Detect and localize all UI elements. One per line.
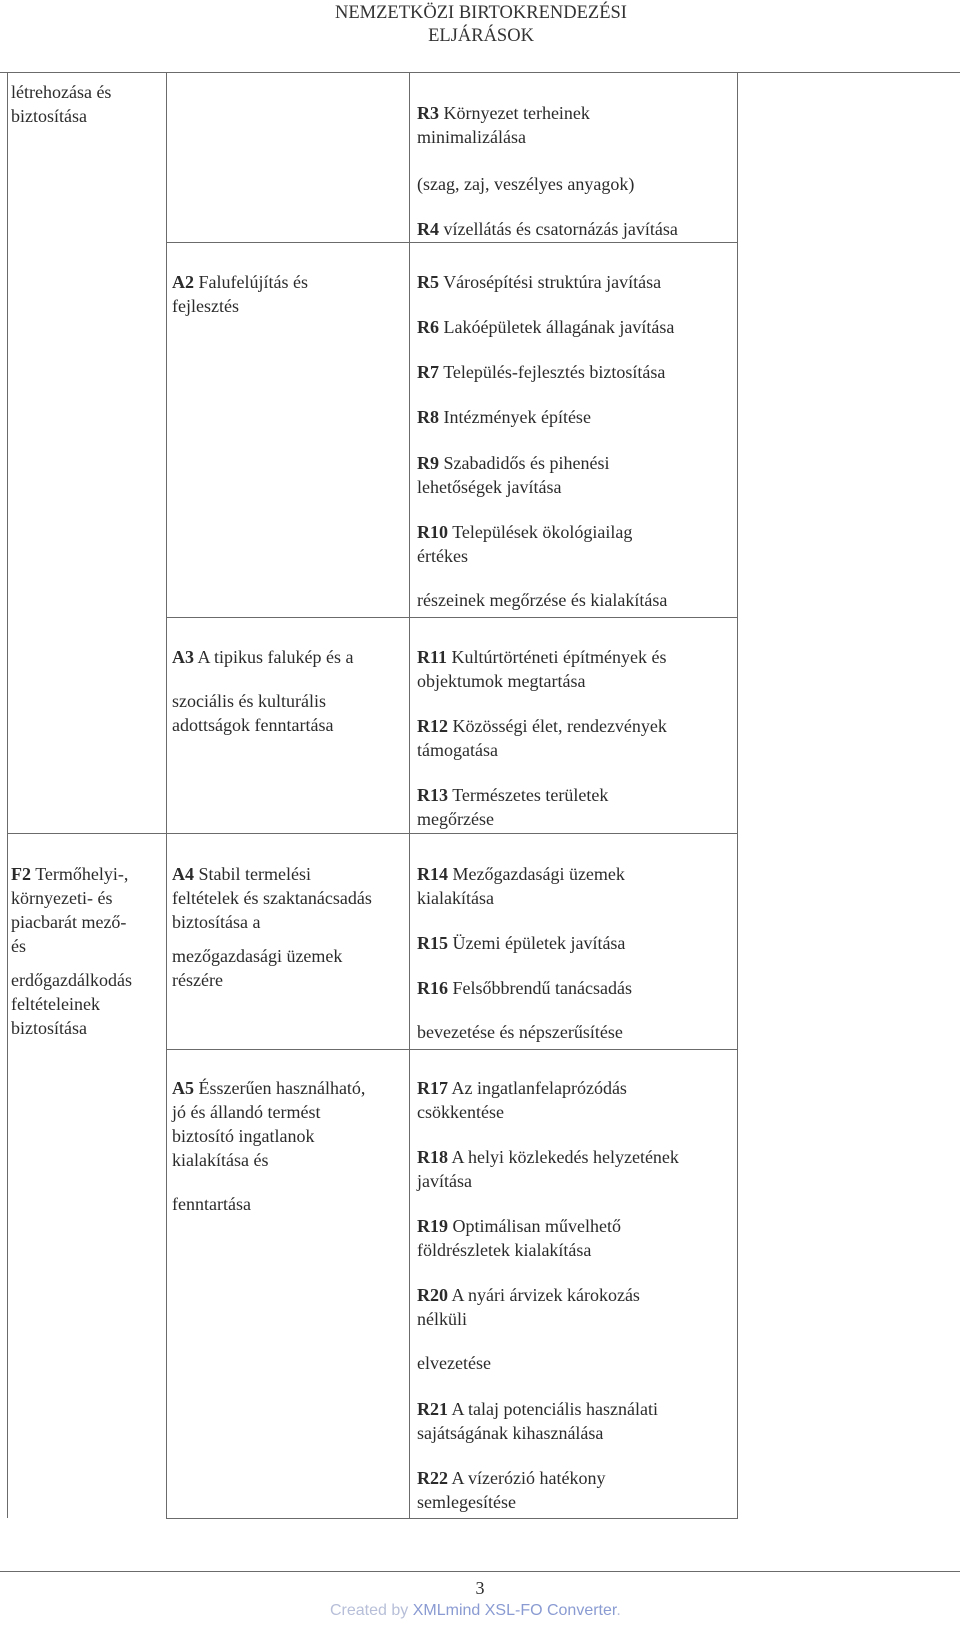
measure-r13 [417,783,608,831]
a5-line4: kialakítása és [172,1150,269,1170]
r21-line2: sajátságának kihasználása [417,1423,604,1443]
r17-line1: Az ingatlanfelaprózódás [451,1078,627,1098]
measure-r18 [417,1145,679,1193]
credit-brand: XMLmind XSL-FO Converter [412,1602,617,1619]
action-cell-a2 [172,270,308,318]
table-left-border [7,72,8,1518]
a5-line3: biztosító ingatlanok [172,1126,315,1146]
table-bottom-border [166,1518,738,1519]
r4-line1: vízellátás és csatornázás javítása [443,219,678,239]
table-right-border [737,72,738,1518]
measure-r4 [417,217,678,241]
a4-line5: részére [172,970,223,990]
r11-code: R11 [417,647,448,667]
a3-code: A3 [172,647,194,667]
measure-r3 [417,101,590,149]
measure-r3-note: (szag, zaj, veszélyes anyagok) [417,174,635,194]
r21-line1: A talaj potenciális használati [451,1399,658,1419]
r6-line1: Lakóépületek állagának javítása [443,317,675,337]
r19-code: R19 [417,1216,448,1236]
r15-code: R15 [417,933,448,953]
measure-r10 [417,520,667,612]
f2-line3: piacbarát mező- [11,912,127,932]
measure-r21 [417,1397,658,1445]
r7-code: R7 [417,362,439,382]
a4-line2: feltételek és szaktanácsadás [172,888,372,908]
a4-line1: Stabil termelési [198,864,311,884]
r13-code: R13 [417,785,448,805]
r12-code: R12 [417,716,448,736]
a3-line2: szociális és kulturális [172,691,326,711]
measure-r15 [417,931,625,955]
r13-line1: Természetes területek [452,785,609,805]
r8-line1: Intézmények építése [443,407,591,427]
r3-code: R3 [417,103,439,123]
objective-continued-line1: létrehozása és [11,82,112,102]
r4-code: R4 [417,219,439,239]
r8-code: R8 [417,407,439,427]
r18-code: R18 [417,1147,448,1167]
r18-line2: javítása [417,1171,472,1191]
page-number: 3 [475,1578,485,1598]
row-divider-a5 [166,1049,738,1050]
measure-r5 [417,270,661,294]
measure-r14 [417,862,625,910]
r20-line3: elvezetése [417,1353,491,1373]
r12-line1: Közösségi élet, rendezvények [452,716,667,736]
r20-line2: nélküli [417,1309,467,1329]
f2-line5: erdőgazdálkodás [11,970,132,990]
r7-line1: Település-fejlesztés biztosítása [443,362,666,382]
r3-line1: Környezet terheinek [443,103,590,123]
credit-suffix: . [616,1602,621,1619]
credit-prefix: Created by [330,1602,413,1619]
f2-line7: biztosítása [11,1018,87,1038]
r16-line1: Felsőbbrendű tanácsadás [452,978,632,998]
a4-code: A4 [172,864,194,884]
action-cell-a3 [172,645,354,737]
r22-code: R22 [417,1468,448,1488]
a4-line3: biztosítása a [172,912,261,932]
measure-r8 [417,405,591,429]
action-cell-a4 [172,862,372,992]
footer-credit [330,1602,621,1620]
measure-r17 [417,1076,627,1124]
measure-r7 [417,360,665,384]
r9-line2: lehetőségek javítása [417,477,562,497]
r14-code: R14 [417,864,448,884]
a3-line3: adottságok fenntartása [172,715,334,735]
f2-code: F2 [11,864,31,884]
a5-line5: fenntartása [172,1194,251,1214]
r18-line1: A helyi közlekedés helyzetének [451,1147,679,1167]
a5-line1: Ésszerűen használható, [198,1078,366,1098]
r16-code: R16 [417,978,448,998]
r17-line2: csökkentése [417,1102,504,1122]
measure-r16 [417,976,632,1044]
column-divider-2 [409,72,410,1518]
r10-line1: Települések ökológiailag [452,522,633,542]
measure-r9 [417,451,609,499]
r16-line2: bevezetése és népszerűsítése [417,1022,623,1042]
a2-line1: Falufelújítás és [198,272,308,292]
r22-line1: A vízerózió hatékony [451,1468,606,1488]
a2-line2: fejlesztés [172,296,239,316]
objective-cell-f2 [11,862,132,1040]
r9-code: R9 [417,453,439,473]
measure-r19 [417,1214,621,1262]
action-cell-a5 [172,1076,365,1216]
a5-line2: jó és állandó termést [172,1102,321,1122]
header-rule [0,72,960,73]
footer-rule [0,1571,960,1572]
column-divider-1 [166,72,167,1518]
f2-line1: Termőhelyi-, [35,864,129,884]
objective-cell-continued [11,80,111,128]
r5-code: R5 [417,272,439,292]
running-header-title: NEMZETKÖZI BIRTOKRENDEZÉSI ELJÁRÁSOK [335,3,627,46]
r17-code: R17 [417,1078,448,1098]
a5-code: A5 [172,1078,194,1098]
f2-line2: környezeti- és [11,888,113,908]
r10-code: R10 [417,522,448,542]
r11-line2: objektumok megtartása [417,671,586,691]
measure-r6 [417,315,674,339]
r9-line1: Szabadidős és pihenési [443,453,610,473]
r14-line2: kialakítása [417,888,494,908]
r19-line1: Optimálisan művelhető [452,1216,621,1236]
r19-line2: földrészletek kialakítása [417,1240,592,1260]
a4-line4: mezőgazdasági üzemek [172,946,343,966]
objective-continued-line2: biztosítása [11,106,87,126]
r10-line2: értékes [417,546,468,566]
row-divider-a3 [166,617,738,618]
r11-line1: Kultúrtörténeti építmények és [451,647,667,667]
a2-code: A2 [172,272,194,292]
r6-code: R6 [417,317,439,337]
r3-line2: minimalizálása [417,127,526,147]
r10-line3: részeinek megőrzése és kialakítása [417,590,668,610]
r14-line1: Mezőgazdasági üzemek [452,864,625,884]
r21-code: R21 [417,1399,448,1419]
a3-line1: A tipikus falukép és a [197,647,354,667]
f2-line6: feltételeinek [11,994,100,1014]
r15-line1: Üzemi épületek javítása [452,933,626,953]
measure-r20 [417,1283,640,1375]
row-divider-f2 [7,833,738,834]
f2-line4: és [11,936,26,956]
measure-r22 [417,1466,605,1514]
r13-line2: megőrzése [417,809,494,829]
r5-line1: Városépítési struktúra javítása [443,272,662,292]
row-divider-a2 [166,242,738,243]
measure-r12 [417,714,667,762]
r20-line1: A nyári árvizek károkozás [451,1285,640,1305]
r12-line2: támogatása [417,740,498,760]
measure-r11 [417,645,666,693]
r20-code: R20 [417,1285,448,1305]
r22-line2: semlegesítése [417,1492,516,1512]
